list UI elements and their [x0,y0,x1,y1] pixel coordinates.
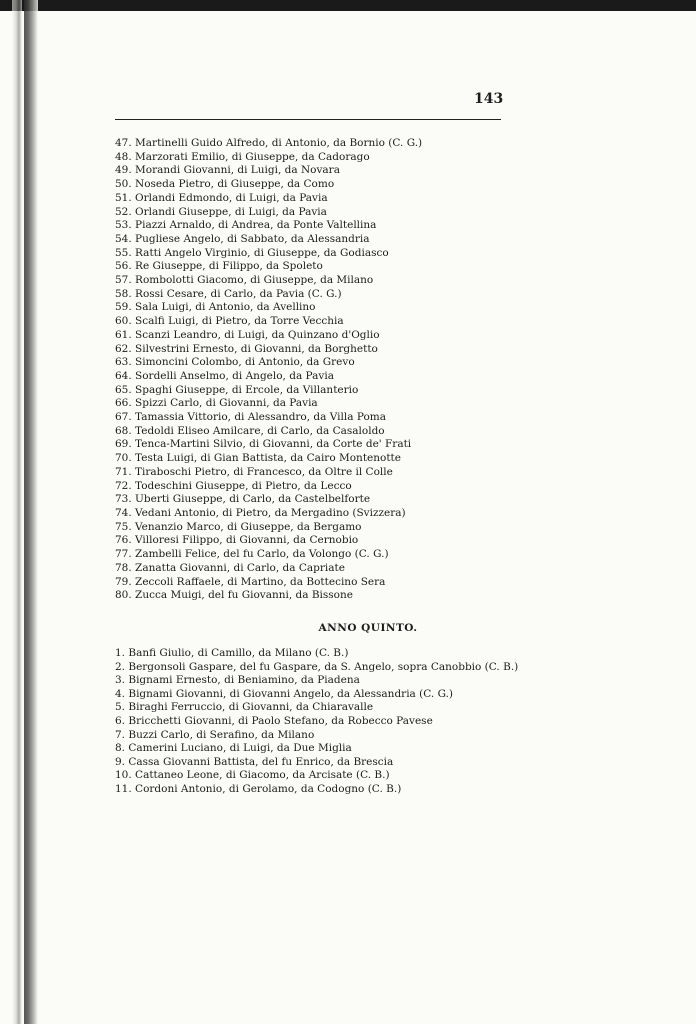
list-item: 67. Tamassia Vittorio, di Alessandro, da Villa Poma [115,411,387,424]
list-item: 74. Vedani Antonio, di Pietro, da Mergadino (Svizzera) [115,506,406,519]
list-item: 68. Tedoldi Eliseo Amilcare, di Carlo, da Casaloldo [115,424,385,437]
list-item: 77. Zambelli Felice, del fu Carlo, da Volongo (C. G.) [115,548,389,561]
list-item: 63. Simoncini Colombo, di Antonio, da Grevo [115,356,355,369]
list-item: 8. Camerini Luciano, di Luigi, da Due Miglia [115,742,352,755]
scan-top-border [0,0,696,11]
list-item: 54. Pugliese Angelo, di Sabbato, da Alessandria [115,232,370,245]
list-item: 1. Banfi Giulio, di Camillo, da Milano (C. B.) [115,647,349,659]
list-item: 52. Orlandi Giuseppe, di Luigi, da Pavia [115,205,327,218]
list-item: 48. Marzorati Emilio, di Giuseppe, da Cadorago [115,150,370,163]
list-item: 7. Buzzi Carlo, di Serafino, da Milano [115,728,315,741]
list-item: 51. Orlandi Edmondo, di Luigi, da Pavia [115,191,328,204]
list-item: 47. Martinelli Guido Alfredo, di Antonio, da Bornio (C. G.) [115,137,423,149]
list-item: 64. Sordelli Anselmo, di Angelo, da Pavia [115,369,334,382]
list-item: 71. Tiraboschi Pietro, di Francesco, da Oltre il Colle [115,465,393,478]
scan-binding-edge [24,0,38,1024]
list-item: 76. Villoresi Filippo, di Giovanni, da Cernobio [115,534,359,547]
list-item: 75. Venanzio Marco, di Giuseppe, da Bergamo [115,520,362,533]
list-item: 69. Tenca-Martini Silvio, di Giovanni, da Corte de' Frati [115,438,412,451]
list-item: 53. Piazzi Arnaldo, di Andrea, da Ponte Valtellina [115,219,377,232]
list-item: 2. Bergonsoli Gaspare, del fu Gaspare, da S. Angelo, sopra Canobbio (C. B.) [115,660,519,673]
list-item: 62. Silvestrini Ernesto, di Giovanni, da Borghetto [115,342,378,355]
section-heading-anno-quinto: ANNO QUINTO. [318,622,418,634]
list-item: 73. Uberti Giuseppe, di Carlo, da Castelbelforte [115,493,371,506]
list-item: 59. Sala Luigi, di Antonio, da Avellino [115,301,316,314]
page-number: 143 [474,91,504,107]
list-item: 5. Biraghi Ferruccio, di Giovanni, da Chiaravalle [115,701,374,714]
list-item: 9. Cassa Giovanni Battista, del fu Enrico, da Brescia [115,755,394,768]
list-item: 58. Rossi Cesare, di Carlo, da Pavia (C. G.) [115,287,342,300]
list-item: 80. Zucca Muigi, del fu Giovanni, da Bissone [115,589,353,602]
list-item: 57. Rombolotti Giacomo, di Giuseppe, da Milano [115,274,374,287]
list-item: 65. Spaghi Giuseppe, di Ercole, da Villanterio [115,383,359,396]
list-item: 70. Testa Luigi, di Gian Battista, da Cairo Montenotte [115,452,401,465]
list-item: 60. Scalfi Luigi, di Pietro, da Torre Vecchia [115,315,344,328]
list-item: 78. Zanatta Giovanni, di Carlo, da Capriate [115,561,345,574]
scan-left-shadow [12,0,22,1024]
list-item: 4. Bignami Giovanni, di Giovanni Angelo, da Alessandria (C. G.) [115,687,454,700]
list-item: 3. Bignami Ernesto, di Beniamino, da Piadena [115,674,360,687]
list-item: 79. Zeccoli Raffaele, di Martino, da Bottecino Sera [115,575,386,588]
list-item: 61. Scanzi Leandro, di Luigi, da Quinzano d'Oglio [115,328,380,341]
list-item: 55. Ratti Angelo Virginio, di Giuseppe, da Godiasco [115,246,389,259]
list-item: 56. Re Giuseppe, di Filippo, da Spoleto [115,260,323,273]
list-item: 11. Cordoni Antonio, di Gerolamo, da Codogno (C. B.) [115,782,402,795]
list-item: 6. Bricchetti Giovanni, di Paolo Stefano, da Robecco Pavese [115,714,433,727]
student-list-second [115,647,518,797]
list-item: 50. Noseda Pietro, di Giuseppe, da Como [115,178,335,191]
header-rule [115,119,501,120]
list-item: 66. Spizzi Carlo, di Giovanni, da Pavia [115,397,318,410]
list-item: 49. Morandi Giovanni, di Luigi, da Novara [115,164,340,177]
list-item: 10. Cattaneo Leone, di Giacomo, da Arcisate (C. B.) [115,769,390,782]
student-list-first [115,137,422,603]
list-item: 72. Todeschini Giuseppe, di Pietro, da Lecco [115,479,352,492]
